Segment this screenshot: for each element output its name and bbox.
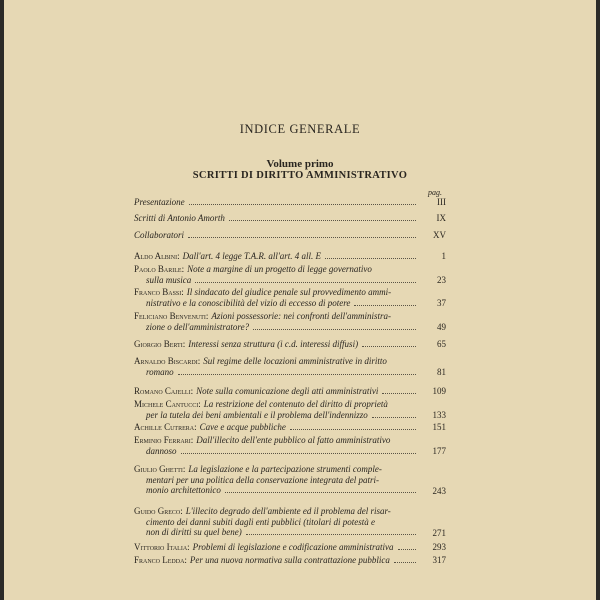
entry-title-cont: dannoso [146, 445, 177, 456]
entry-author: Franco Ledda: [134, 555, 187, 565]
entry-page: 65 [437, 339, 446, 349]
entry-page: 177 [432, 446, 446, 456]
entry-page: 37 [437, 298, 446, 308]
entry-page: 1 [441, 251, 446, 261]
entry-title-cont: zione o dell'amministratore? [146, 321, 250, 332]
entry-title: Note a margine di un progetto di legge governativo [187, 264, 372, 274]
index-entry [134, 356, 420, 377]
entry-title-cont: cimento dei danni subiti dagli enti pubblici (titolari di potestà e [146, 516, 375, 527]
entry-page: XV [433, 230, 446, 240]
entry-author: Vittorio Italia: [134, 542, 190, 552]
entry-title: Cave e acque pubbliche [199, 422, 286, 432]
index-entry [134, 506, 420, 538]
entry-author: Michele Cantucci: [134, 399, 201, 409]
index-text [4, 0, 596, 600]
index-entry [134, 197, 420, 208]
entry-author: Arnaldo Biscardi: [134, 356, 201, 366]
entry-author: Aldo Albini: [134, 251, 180, 261]
index-entry [134, 264, 420, 285]
entry-author: Feliciano Benvenuti: [134, 311, 209, 321]
entry-title: Presentazione [134, 197, 185, 207]
entry-title: L'illecito degrado dell'ambiente ed il problema del risar- [185, 506, 391, 516]
entry-author: Guido Greco: [134, 506, 183, 516]
entry-title: La legislazione e la partecipazione strumenti comple- [188, 464, 382, 474]
entry-title-cont: non di diritti su quel bene) [146, 527, 242, 538]
entry-page: III [437, 197, 446, 207]
index-entry [134, 435, 420, 456]
entry-page: 109 [432, 386, 446, 396]
book-page [4, 0, 596, 600]
entry-title: Note sulla comunicazione degli atti amministrativi [196, 386, 379, 396]
entry-page: 317 [432, 555, 446, 565]
entry-author: Romano Cajelli: [134, 386, 194, 396]
entry-page: 293 [432, 542, 446, 552]
index-entry [134, 542, 420, 553]
entry-page: 133 [432, 410, 446, 420]
pag-label: pag. [428, 188, 442, 197]
entry-title: Dall'art. 4 legge T.A.R. all'art. 4 all. E [182, 251, 322, 261]
index-entry [134, 386, 420, 397]
entry-author: Giorgio Berti: [134, 339, 186, 349]
index-entry [134, 555, 420, 566]
entry-title: La restrizione del contenuto del diritto di proprietà [203, 399, 388, 409]
entry-author: Paolo Barile: [134, 264, 185, 274]
entry-title-cont: mentari per una politica della conservazione integrata del patri- [146, 474, 379, 485]
entry-author: Franco Bassi: [134, 287, 184, 297]
entry-title: Collaboratori [134, 230, 185, 240]
entry-title: Interessi senza struttura (i c.d. interessi diffusi) [188, 339, 359, 349]
index-entry [134, 287, 420, 308]
index-entry [134, 251, 420, 262]
entry-page: IX [436, 213, 446, 223]
entry-title-cont: per la tutela dei beni ambientali e il problema dell'indennizzo [146, 409, 368, 420]
volume-label: Volume primo [266, 158, 334, 170]
entry-author: Erminio Ferrari: [134, 435, 194, 445]
entry-author: Achille Cutrera: [134, 422, 197, 432]
entry-page: 23 [437, 275, 446, 285]
page-title: INDICE GENERALE [239, 122, 361, 136]
index-entry [134, 464, 420, 496]
entry-page: 271 [432, 528, 446, 538]
entry-title: Scritti di Antonio Amorth [134, 213, 225, 223]
entry-title: Per una nuova normativa sulla contrattazione pubblica [189, 555, 390, 565]
index-entry [134, 230, 420, 241]
entry-title: Dall'illecito dell'ente pubblico al fatto amministrativo [196, 435, 391, 445]
entry-title: Sul regime delle locazioni amministrative in diritto [203, 356, 387, 366]
volume-subtitle: SCRITTI DI DIRITTO AMMINISTRATIVO [192, 170, 408, 181]
index-entry [134, 213, 420, 224]
entry-page: 243 [432, 486, 446, 496]
entry-title: Problemi di legislazione e codificazione amministrativa [192, 542, 394, 552]
entry-title: Il sindacato del giudice penale sul provvedimento ammi- [186, 287, 392, 297]
index-entry [134, 311, 420, 332]
entry-title-cont: monio architettonico [146, 485, 221, 496]
index-entry [134, 422, 420, 433]
entry-title-cont: sulla musica [146, 274, 192, 285]
index-entry [134, 399, 420, 420]
entry-page: 49 [437, 322, 446, 332]
entry-page: 151 [432, 422, 446, 432]
index-entry [134, 339, 420, 350]
entry-page: 81 [437, 367, 446, 377]
entry-title-cont: nistrativo e la conoscibilità del vizio di eccesso di potere [146, 297, 351, 308]
entry-title: Azioni possessorie: nei confronti dell'amministra- [211, 311, 392, 321]
entry-title-cont: romano [146, 366, 174, 377]
entry-author: Giulio Ghetti: [134, 464, 186, 474]
